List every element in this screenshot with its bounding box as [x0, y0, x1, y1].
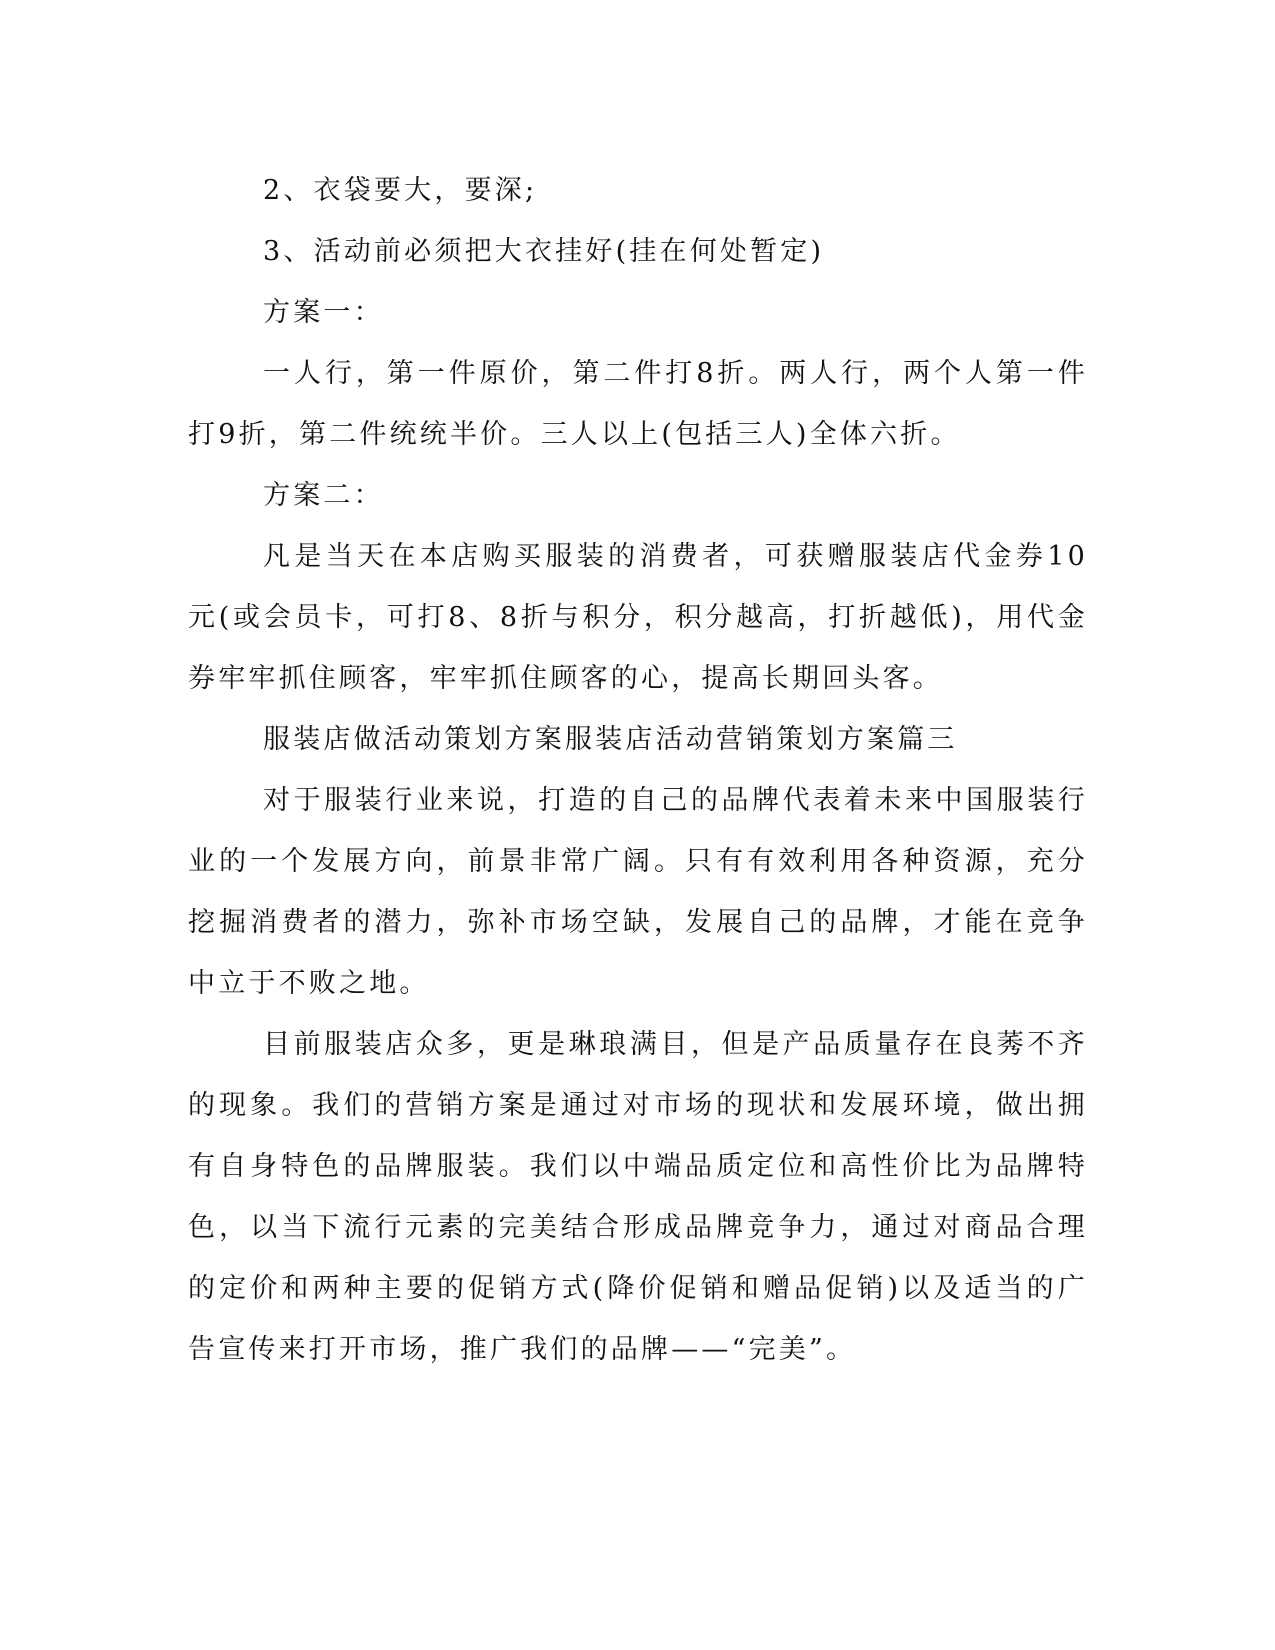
plan-two-heading: 方案二： [263, 480, 384, 511]
intro-paragraph: 对于服装行业来说，打造的自己的品牌代表着未来中国服装行业的一个发展方向，前景非常广阔。只有有效利用各种资源，充分挖掘消费者的潜力，弥补市场空缺，发展自己的品牌，才能在竞争中立于不败之地。 [188, 785, 1088, 999]
paragraph-item-2: 2、衣袋要大，要深; [263, 175, 538, 206]
paragraph-item-3: 3、活动前必须把大衣挂好(挂在何处暂定) [263, 236, 825, 267]
marketing-paragraph: 目前服装店众多，更是琳琅满目，但是产品质量存在良莠不齐的现象。我们的营销方案是通过对市场的现状和发展环境，做出拥有自身特色的品牌服装。我们以中端品质定位和高性价比为品牌特色，以当下流行元素的完美结合形成品牌竞争力，通过对商品合理的定价和两种主要的促销方式(降价促销和赠品促销)以及适当的广告宣传来打开市场，推广我们的品牌——“完美”。 [188, 1029, 1088, 1365]
section-three-title: 服装店做活动策划方案服装店活动营销策划方案篇三 [263, 724, 958, 755]
plan-one-body: 一人行，第一件原价，第二件打8折。两人行，两个人第一件打9折，第二件统统半价。三人以上(包括三人)全体六折。 [188, 358, 1088, 450]
plan-one-heading: 方案一： [263, 297, 384, 328]
document-body [188, 160, 1088, 1380]
plan-two-body: 凡是当天在本店购买服装的消费者，可获赠服装店代金券10元(或会员卡，可打8、8折与积分，积分越高，打折越低)，用代金券牢牢抓住顾客，牢牢抓住顾客的心，提高长期回头客。 [188, 541, 1088, 694]
